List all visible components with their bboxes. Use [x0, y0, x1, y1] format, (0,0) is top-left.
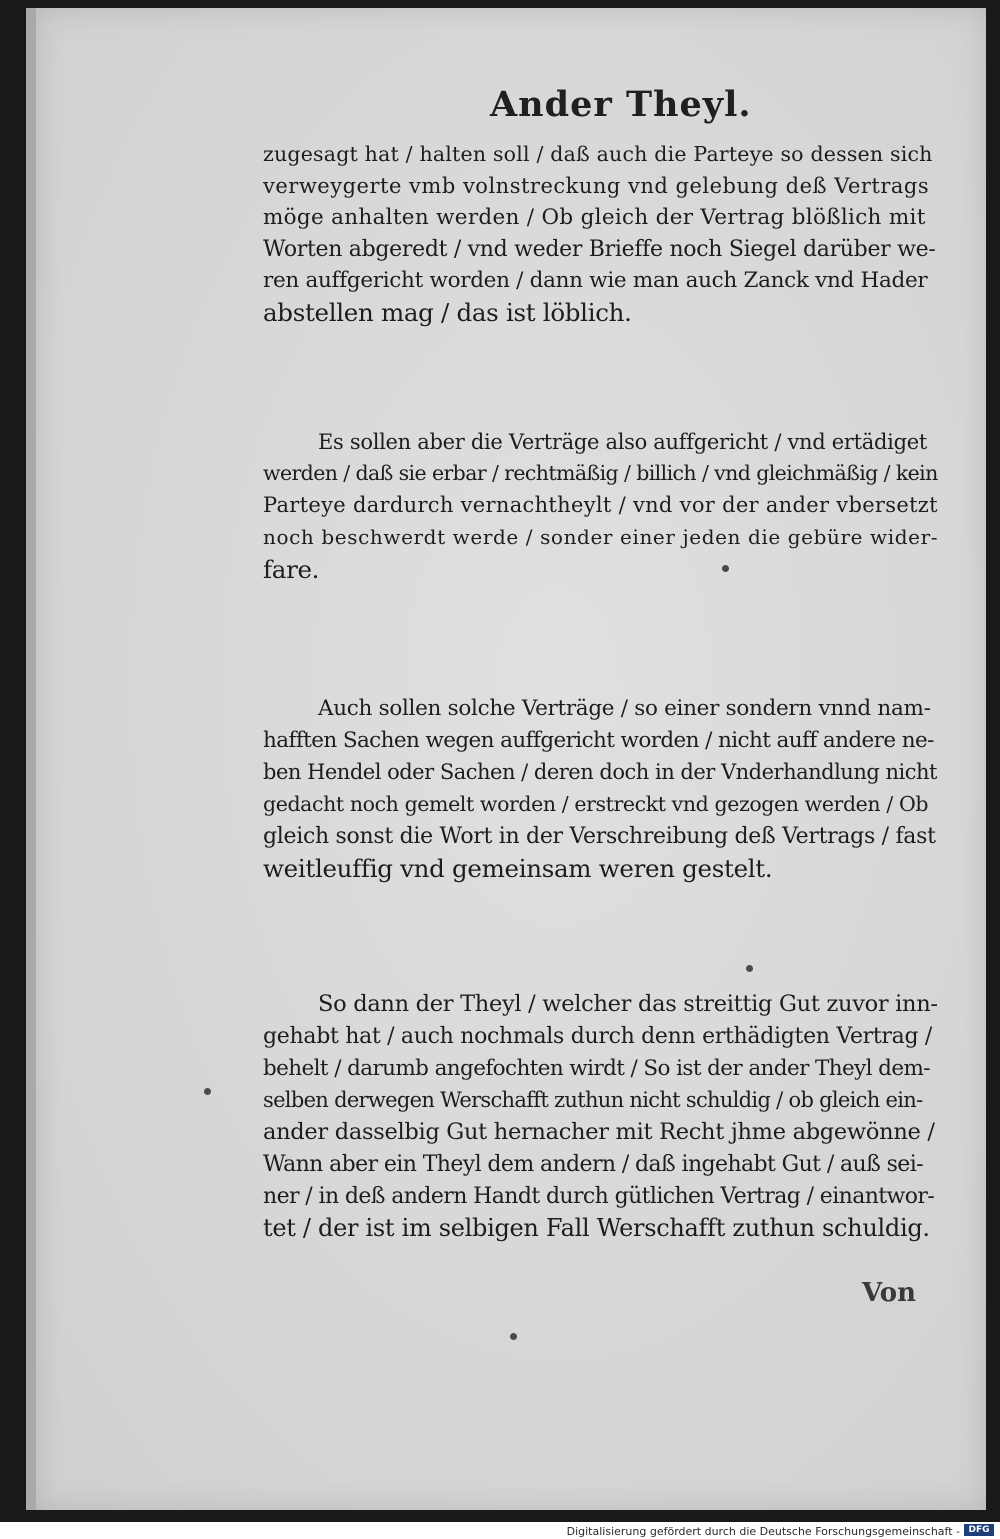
- text-line: behelt / darumb angefochten wirdt / So ist der ander Theyl dem-: [263, 1056, 930, 1081]
- dfg-logo: DFG: [964, 1524, 994, 1536]
- text-line: Worten abgeredt / vnd weder Brieffe noch Siegel darüber we-: [263, 237, 936, 262]
- text-line: hafften Sachen wegen auffgericht worden / nicht auff andere ne-: [263, 728, 934, 753]
- text-line: fare.: [263, 555, 320, 584]
- text-line: Es sollen aber die Verträge also auffgericht / vnd ertädiget: [318, 430, 927, 454]
- ink-speck: [510, 1333, 517, 1340]
- text-line: zugesagt hat / halten soll / daß auch die Parteye so dessen sich: [263, 142, 933, 166]
- funding-notice: Digitalisierung gefördert durch die Deutsche Forschungsgemeinschaft -: [566, 1525, 960, 1538]
- page-edge: [26, 8, 36, 1510]
- ink-speck: [204, 1088, 211, 1095]
- text-line: gehabt hat / auch nochmals durch denn erthädigten Vertrag /: [263, 1024, 933, 1049]
- text-line: gleich sonst die Wort in der Verschreibung deß Vertrags / fast: [263, 824, 936, 849]
- text-line: noch beschwerdt werde / sonder einer jeden die gebüre wider-: [263, 525, 939, 549]
- ink-speck: [722, 565, 729, 572]
- text-line: tet / der ist im selbigen Fall Werschafft zuthun schuldig.: [263, 1214, 930, 1242]
- text-line: Auch sollen solche Verträge / so einer sondern vnnd nam-: [318, 696, 931, 721]
- text-line: weitleuffig vnd gemeinsam weren gestelt.: [263, 854, 773, 883]
- text-line: selben derwegen Werschafft zuthun nicht schuldig / ob gleich ein-: [263, 1088, 923, 1112]
- text-line: werden / daß sie erbar / rechtmäßig / billich / vnd gleichmäßig / kein: [263, 461, 938, 485]
- text-line: abstellen mag / das ist löblich.: [263, 298, 632, 327]
- text-line: So dann der Theyl / welcher das streittig Gut zuvor inn-: [318, 991, 938, 1017]
- text-line: verweygerte vmb volnstreckung vnd gelebung deß Vertrags: [263, 174, 930, 198]
- text-line: ben Hendel oder Sachen / deren doch in der Vnderhandlung nicht: [263, 760, 937, 784]
- text-line: Parteye dardurch vernachtheylt / vnd vor der ander vbersetzt: [263, 493, 938, 517]
- text-line: ren auffgericht worden / dann wie man auch Zanck vnd Hader: [263, 268, 928, 293]
- running-header: Ander Theyl.: [490, 84, 752, 125]
- text-line: ander dasselbig Gut hernacher mit Recht jhme abgewönne /: [263, 1119, 935, 1145]
- text-line: ner / in deß andern Handt durch gütlichen Vertrag / einantwor-: [263, 1184, 935, 1209]
- text-line: möge anhalten werden / Ob gleich der Vertrag blößlich mit: [263, 205, 926, 230]
- text-line: Wann aber ein Theyl dem andern / daß ingehabt Gut / auß sei-: [263, 1152, 923, 1177]
- ink-speck: [746, 965, 753, 972]
- text-line: gedacht noch gemelt worden / erstreckt vnd gezogen werden / Ob: [263, 792, 929, 816]
- catchword: Von: [862, 1278, 917, 1308]
